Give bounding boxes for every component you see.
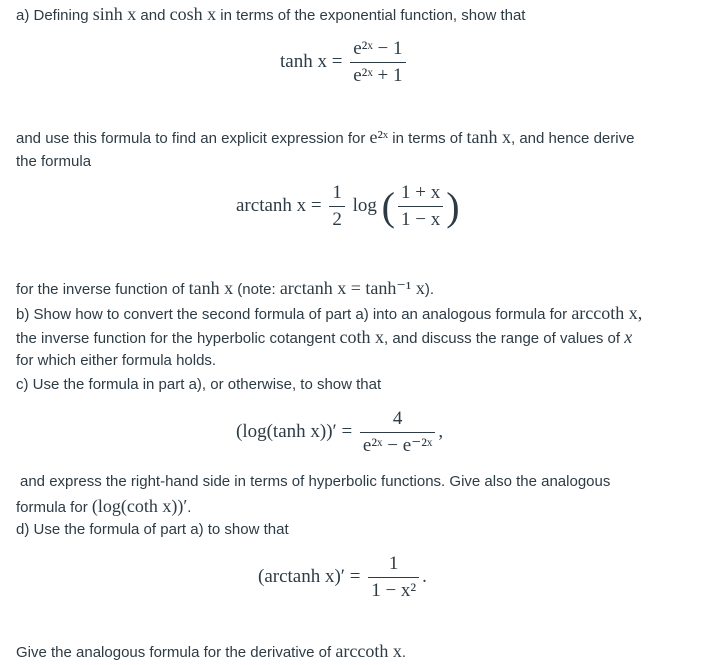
fraction-log — [398, 182, 443, 231]
part-d-line1: d) Use the formula of part a) to show that — [16, 521, 289, 538]
text: ). — [424, 281, 434, 298]
equation-logtanh — [236, 408, 443, 457]
math-tanh: tanh x — [188, 278, 234, 298]
equation-arctanh-derivative — [258, 553, 427, 602]
denominator: 2 — [332, 209, 342, 230]
text: and use this formula to find an explicit expression for — [16, 130, 366, 147]
math-tanh: tanh x — [466, 127, 511, 147]
eq-lhs: (arctanh x)′ = — [258, 565, 361, 587]
text: for the inverse function of — [16, 281, 185, 298]
math-x: x — [624, 327, 633, 347]
text: the inverse function for the hyperbolic cotangent — [16, 330, 336, 347]
part-b-line1 — [16, 301, 642, 327]
numerator: 4 — [360, 408, 436, 433]
eq-lhs: arctanh x = — [236, 194, 322, 216]
left-paren: ( — [381, 184, 395, 229]
text: . — [187, 499, 192, 516]
fraction-half — [329, 182, 345, 231]
part-d-line2 — [16, 639, 406, 665]
text: a) Defining — [16, 7, 89, 24]
equation-arctanh — [236, 182, 460, 231]
numerator: 1 + x — [398, 182, 443, 207]
eq-tail: , — [438, 420, 444, 442]
eq-lhs: tanh x = — [280, 50, 343, 72]
part-a-line3: the formula — [16, 153, 92, 170]
math-arccoth: arccoth x — [335, 641, 402, 661]
text: b) Show how to convert the second formula of part a) into an analogous formula for — [16, 306, 568, 323]
text: and — [140, 7, 166, 24]
math-cosh: cosh x — [169, 4, 217, 24]
numerator: 1 — [329, 182, 345, 207]
text: Give the analogous formula for the derivative of — [16, 644, 332, 661]
text: . — [401, 644, 406, 661]
log-label: log — [352, 194, 377, 216]
part-c-line3 — [16, 494, 191, 520]
denominator: 1 − x² — [371, 580, 417, 601]
math-note: arctanh x = tanh⁻¹ x — [279, 278, 425, 298]
math-e2x: e²ˣ — [369, 127, 389, 147]
fraction — [350, 38, 405, 87]
fraction — [368, 553, 419, 602]
part-a-intro — [16, 2, 525, 28]
numerator: 1 — [368, 553, 419, 578]
math-logcoth: (log(coth x))′ — [91, 496, 188, 516]
text: (note: — [237, 281, 276, 298]
denominator: e²ˣ − e⁻²ˣ — [362, 435, 433, 456]
right-paren: ) — [446, 184, 460, 229]
text: in terms of the exponential function, show that — [220, 7, 526, 24]
equation-tanh — [280, 38, 409, 87]
math-coth: coth x — [339, 327, 385, 347]
text: in terms of — [392, 130, 463, 147]
text: , and hence derive — [511, 130, 635, 147]
text: , and discuss the range of values of — [384, 330, 621, 347]
part-c-line1: c) Use the formula in part a), or otherwise, to show that — [16, 376, 382, 393]
eq-tail: . — [422, 565, 427, 587]
part-a-line2 — [16, 125, 634, 151]
part-b-line3: for which either formula holds. — [16, 352, 217, 369]
part-b-line2 — [16, 325, 632, 351]
math-arccoth: arccoth x, — [571, 303, 643, 323]
denominator: 1 − x — [400, 209, 441, 230]
fraction — [360, 408, 436, 457]
math-sinh: sinh x — [92, 4, 137, 24]
part-c-line2: and express the right-hand side in terms of hyperbolic functions. Give also the analogous — [20, 473, 611, 490]
numerator: e²ˣ − 1 — [350, 38, 405, 63]
eq-lhs: (log(tanh x))′ = — [236, 420, 353, 442]
text: formula for — [16, 499, 88, 516]
part-a-line4 — [16, 276, 434, 302]
denominator: e²ˣ + 1 — [353, 65, 403, 86]
